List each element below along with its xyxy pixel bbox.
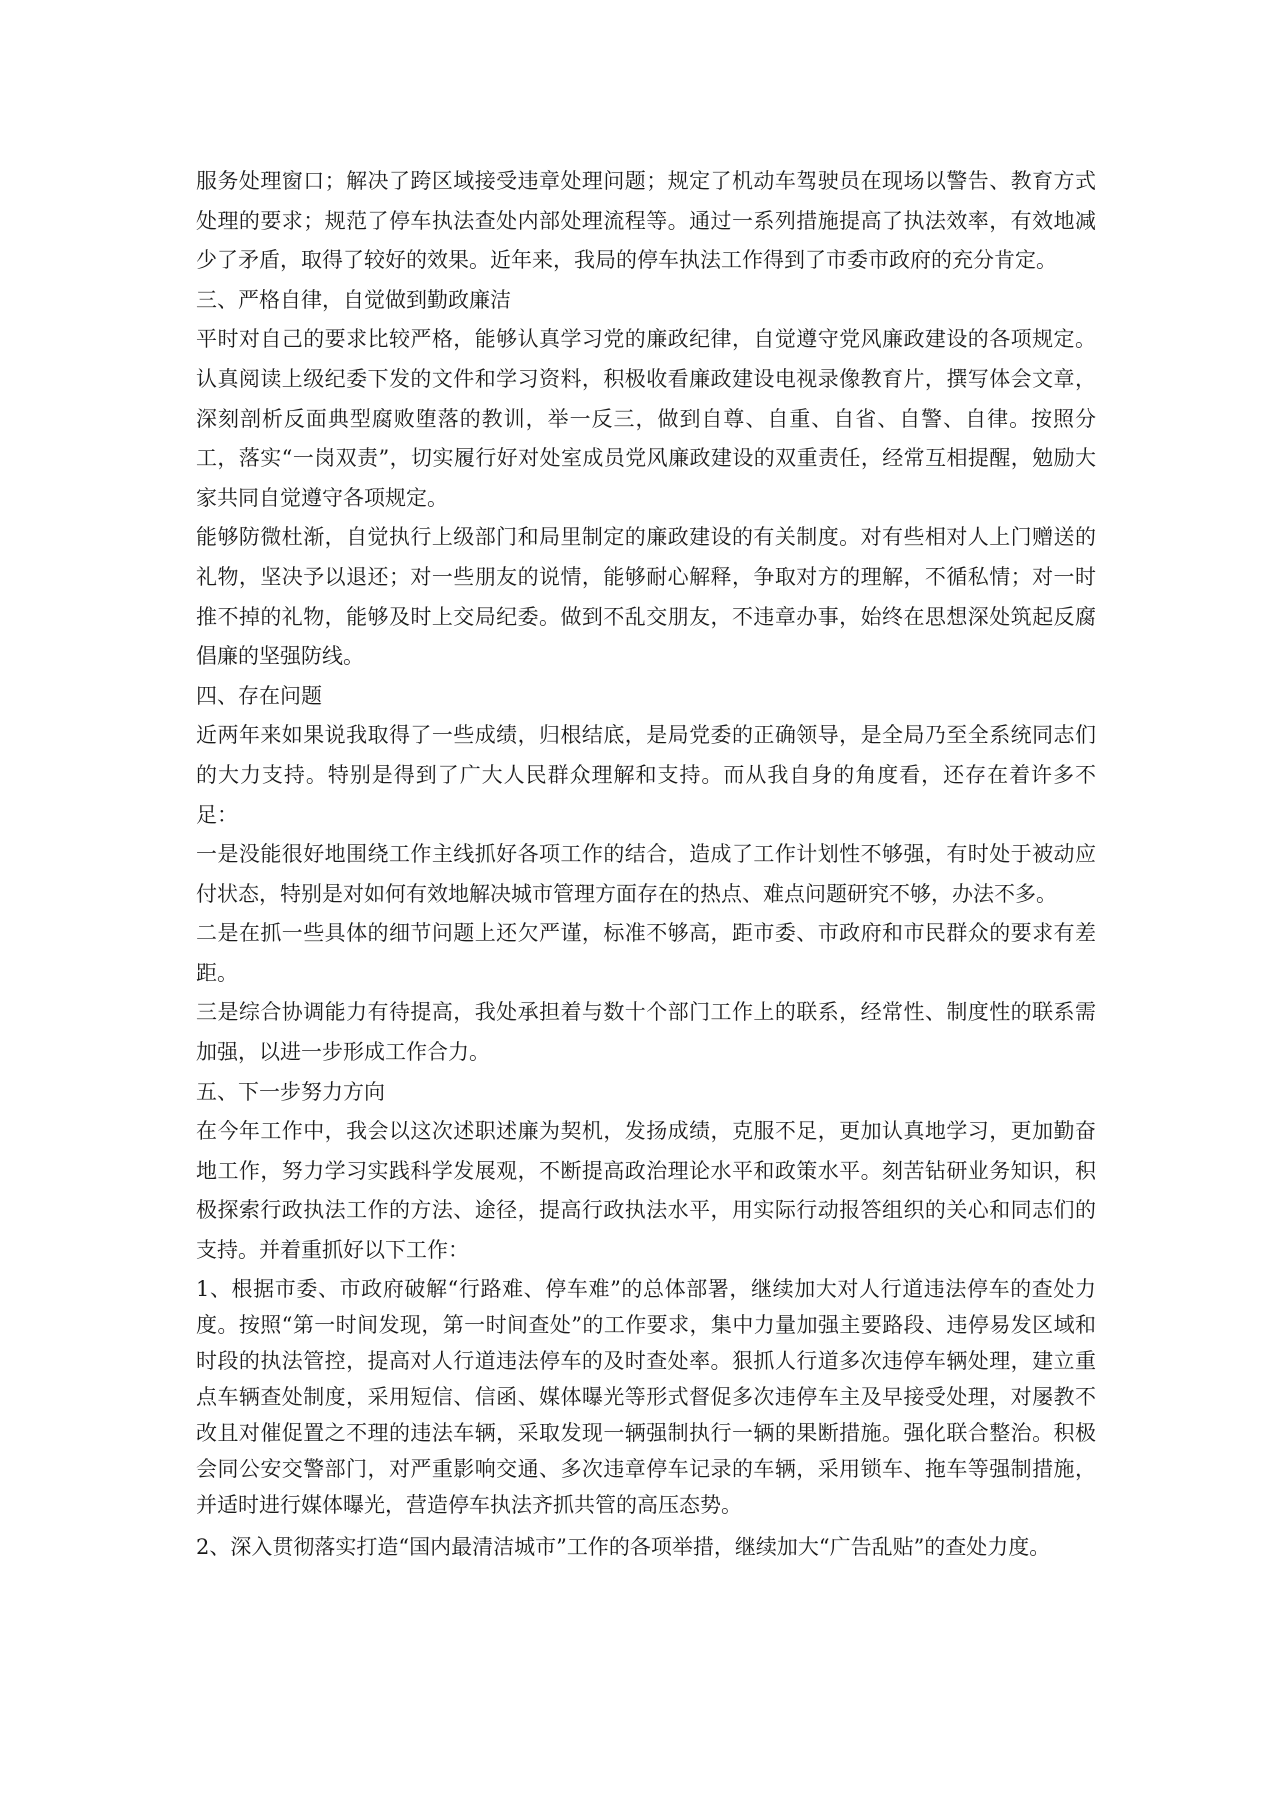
paragraph-this-year: 在今年工作中，我会以这次述职述廉为契机，发扬成绩，克服不足，更加认真地学习，更加勤奋地工作，努力学习实践科学发展观，不断提高政治理论水平和政策水平。刻苦钻研业务知识，积极探索行政执法工作的方法、途径，提高行政执法水平，用实际行动报答组织的关心和同志们的支持。并着重抓好以下工作： — [196, 1119, 1096, 1263]
paragraph-strict-requirements: 平时对自己的要求比较严格，能够认真学习党的廉政纪律，自觉遵守党风廉政建设的各项规定。认真阅读上级纪委下发的文件和学习资料，积极收看廉政建设电视录像教育片，撰写体会文章，深刻剖析反面典型腐败堕落的教训，举一反三，做到自尊、自重、自省、自警、自律。按照分工，落实“一岗双责”，切实履行好对处室成员党风廉政建设的双重责任，经常互相提醒，勉励大家共同自觉遵守各项规定。 — [196, 327, 1096, 510]
section-heading-self-discipline: 三、严格自律，自觉做到勤政廉洁 — [196, 287, 511, 312]
section-heading-problems: 四、存在问题 — [196, 683, 322, 708]
paragraph-service-window: 服务处理窗口；解决了跨区域接受违章处理问题；规定了机动车驾驶员在现场以警告、教育方式处理的要求；规范了停车执法查处内部处理流程等。通过一系列措施提高了执法效率，有效地减少了矛盾，取得了较好的效果。近年来，我局的停车执法工作得到了市委市政府的充分肯定。 — [196, 169, 1096, 273]
paragraph-problem-three: 三是综合协调能力有待提高，我处承担着与数十个部门工作上的联系，经常性、制度性的联系需加强，以进一步形成工作合力。 — [196, 1000, 1096, 1065]
paragraph-problem-one: 一是没能很好地围绕工作主线抓好各项工作的结合，造成了工作计划性不够强，有时处于被动应付状态，特别是对如何有效地解决城市管理方面存在的热点、难点问题研究不够，办法不多。 — [196, 842, 1096, 906]
paragraph-item-two: 2、深入贯彻落实打造“国内最清洁城市”工作的各项举措，继续加大“广告乱贴”的查处力度。 — [196, 1534, 1051, 1559]
paragraph-problem-two: 二是在抓一些具体的细节问题上还欠严谨，标准不够高，距市委、市政府和市民群众的要求有差距。 — [196, 921, 1096, 985]
paragraph-prevention: 能够防微杜渐，自觉执行上级部门和局里制定的廉政建设的有关制度。对有些相对人上门赠送的礼物，坚决予以退还；对一些朋友的说情，能够耐心解释，争取对方的理解，不循私情；对一时推不掉的礼物，能够及时上交局纪委。做到不乱交朋友，不违章办事，始终在思想深处筑起反腐倡廉的坚强防线。 — [196, 525, 1096, 669]
section-heading-next-steps: 五、下一步努力方向 — [196, 1079, 385, 1104]
document-body — [196, 162, 1096, 1567]
paragraph-item-one: 1、根据市委、市政府破解“行路难、停车难”的总体部署，继续加大对人行道违法停车的查处力度。按照“第一时间发现，第一时间查处”的工作要求，集中力量加强主要路段、违停易发区域和时段的执法管控，提高对人行道违法停车的及时查处率。狠抓人行道多次违停车辆处理，建立重点车辆查处制度，采用短信、信函、媒体曝光等形式督促多次违停车主及早接受处理，对屡教不改且对催促置之不理的违法车辆，采取发现一辆强制执行一辆的果断措施。强化联合整治。积极会同公安交警部门，对严重影响交通、多次违章停车记录的车辆，采用锁车、拖车等强制措施，并适时进行媒体曝光，营造停车执法齐抓共管的高压态势。 — [196, 1276, 1096, 1517]
paragraph-achievements: 近两年来如果说我取得了一些成绩，归根结底，是局党委的正确领导，是全局乃至全系统同志们的大力支持。特别是得到了广大人民群众理解和支持。而从我自身的角度看，还存在着许多不足： — [196, 723, 1096, 827]
